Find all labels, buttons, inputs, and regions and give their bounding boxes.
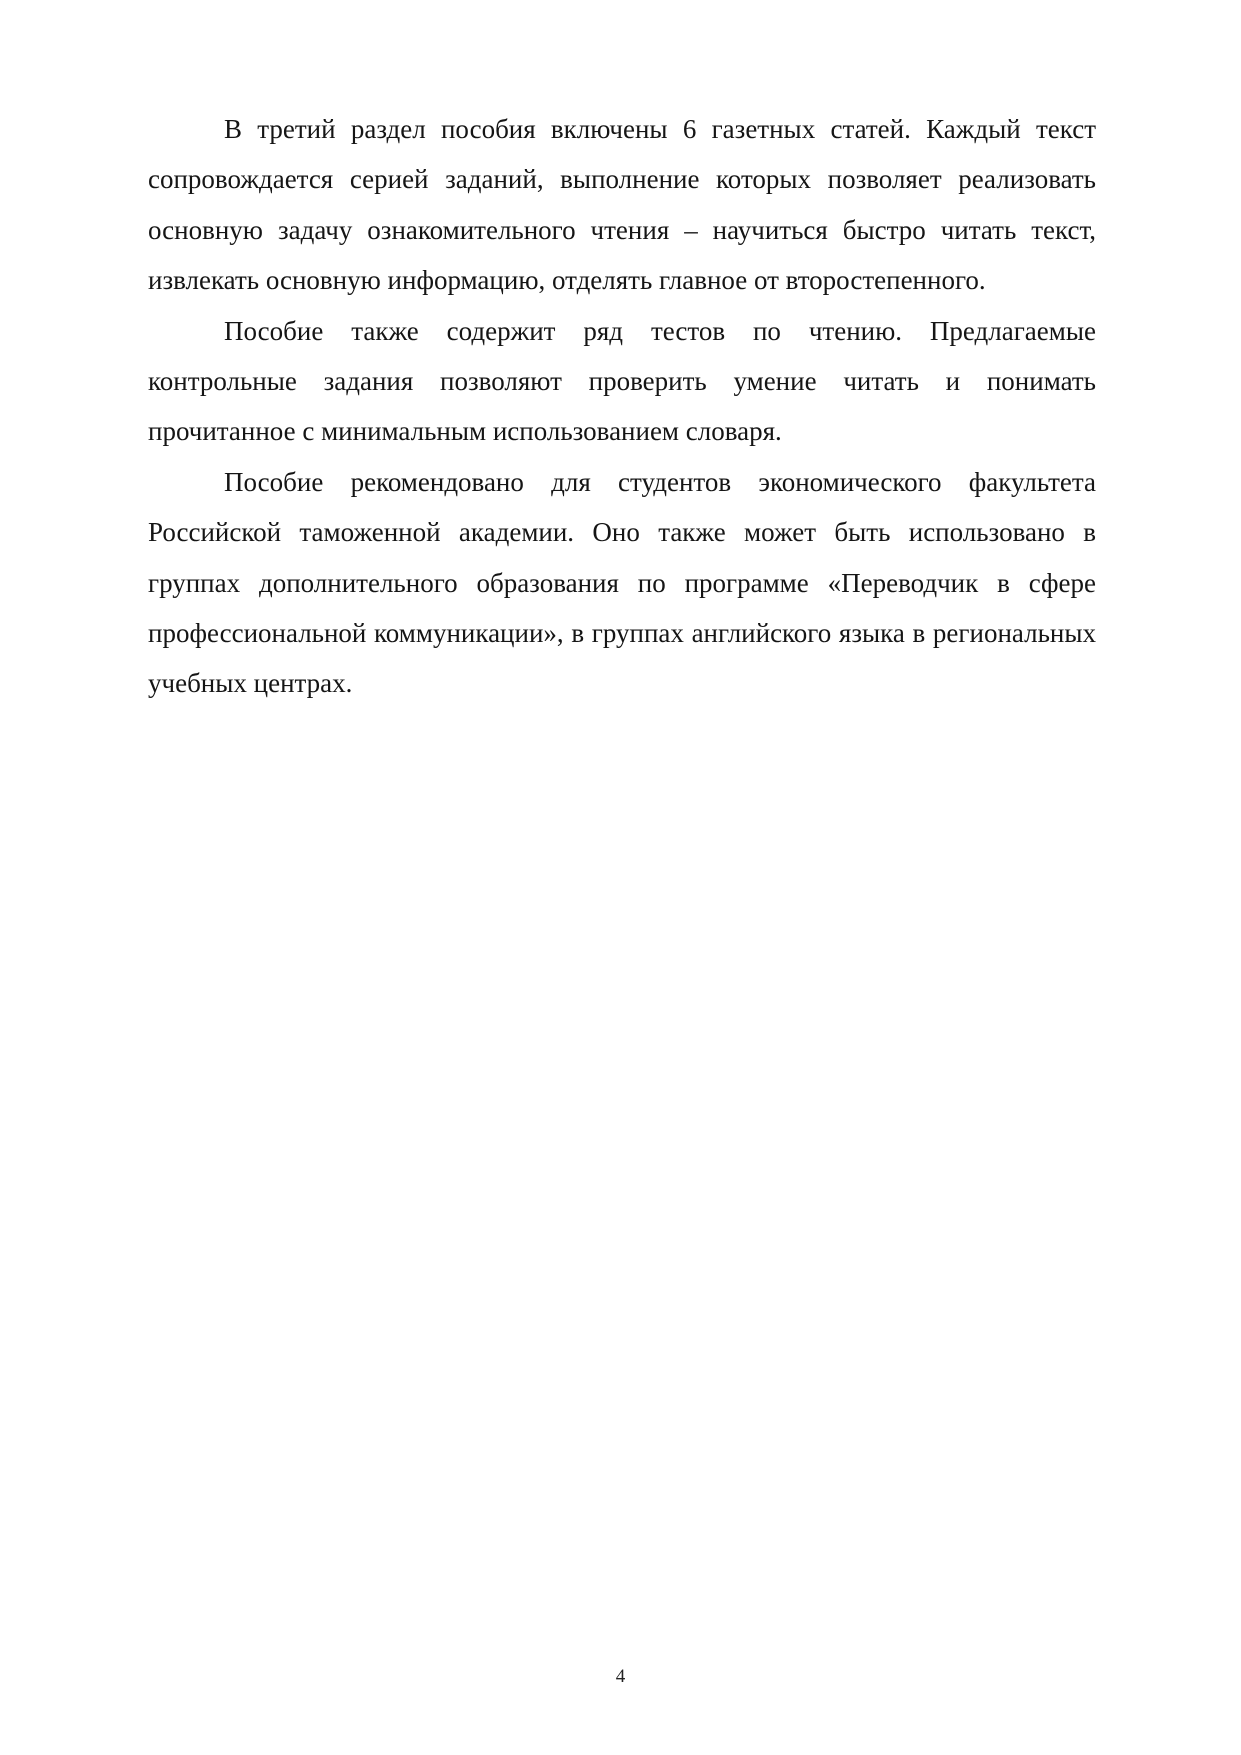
body-text [148, 104, 1096, 709]
paragraph-sections-overview: В третий раздел пособия включены 6 газетных статей. Каждый текст сопровождается серией заданий, выполнение которых позволяет реализовать основную задачу ознакомительного чтения – научиться быстро читать текст, извлекать основную информацию, отделять главное от второстепенного. [148, 114, 1096, 296]
paragraph-reading-tests: Пособие также содержит ряд тестов по чтению. Предлагаемые контрольные задания позволяют проверить умение читать и понимать прочитанное с минимальным использованием словаря. [148, 315, 1096, 447]
paragraph-recommendation: Пособие рекомендовано для студентов экономического факультета Российской таможенной академии. Оно также может быть использовано в группах дополнительного образования по программе «Переводчик в сфере профессиональной коммуникации», в группах английского языка в региональных учебных центрах. [148, 466, 1096, 699]
page-number: 4 [615, 1666, 626, 1687]
